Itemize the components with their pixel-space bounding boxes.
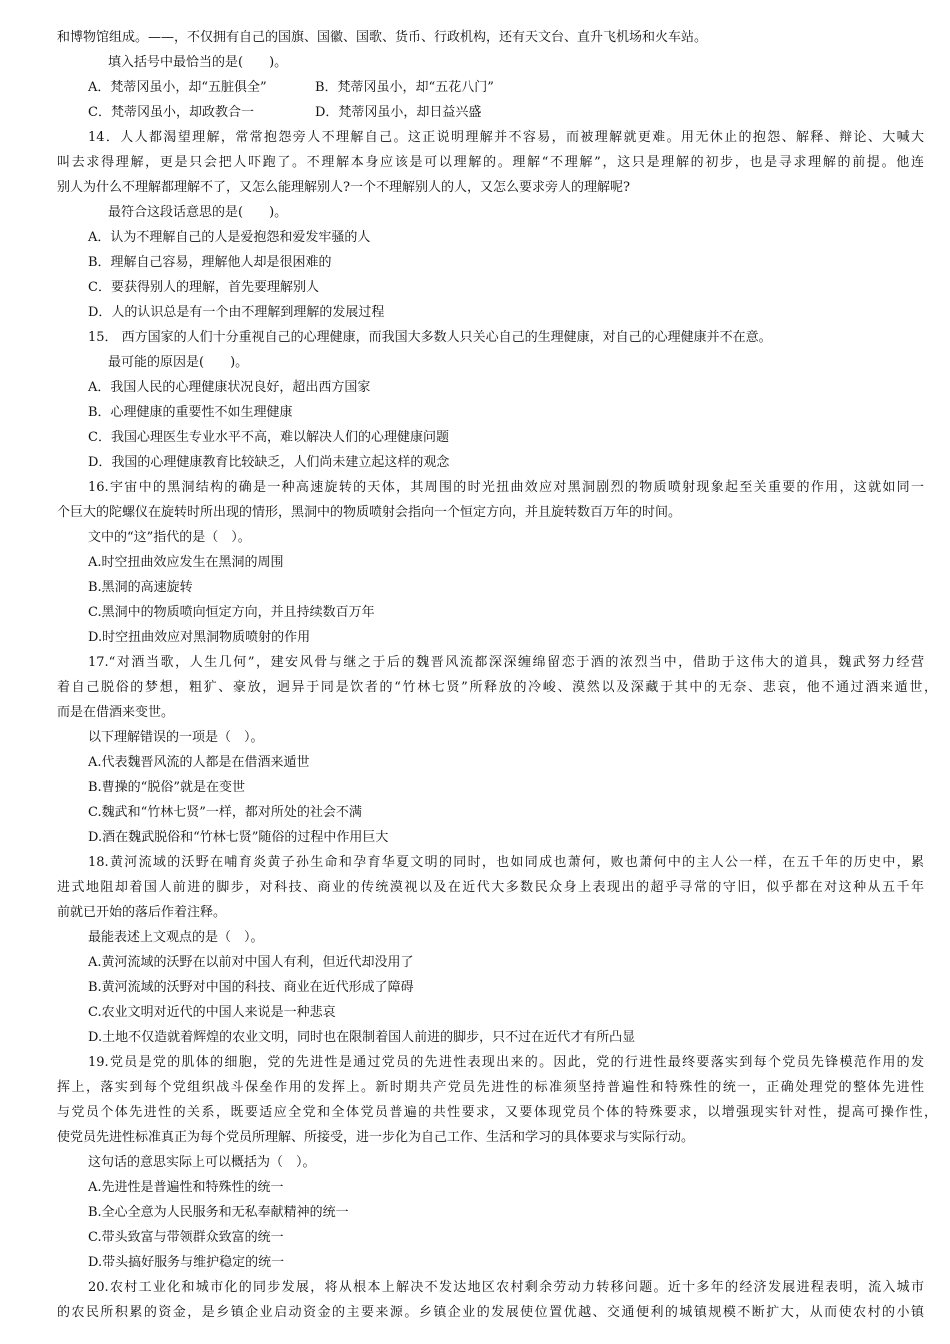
question-17-text: 17.“对酒当歌，人生几何”，建安风骨与继之于后的魏晋风流都深深缠绵留恋于酒的浓烈当中，借助于这伟大的道具，魏武努力经营 <box>88 655 924 670</box>
option-c: C．我国心理医生专业水平不高，难以解决人们的心理健康问题 <box>88 430 449 445</box>
option-b: B．理解自己容易，理解他人却是很困难的 <box>88 255 332 270</box>
option-d: D．人的认识总是有一个由不理解到理解的发展过程 <box>88 305 385 320</box>
option-c: C.农业文明对近代的中国人来说是一种悲哀 <box>88 1005 336 1020</box>
option-a: A.代表魏晋风流的人都是在借酒来遁世 <box>88 755 310 770</box>
text-line: 叫去求得理解，更是只会把人吓跑了。不理解本身应该是可以理解的。理解“不理解”，这只是理解的初步，也是寻求理解的前提。他连 <box>57 155 924 170</box>
text-line: 的农民所积累的资金，是乡镇企业启动资金的主要来源。乡镇企业的发展使位置优越、交通便利的城镇规模不断扩大，从而使农村的小镇 <box>57 1305 924 1320</box>
question-prompt: 这句话的意思实际上可以概括为（ ）。 <box>88 1155 316 1170</box>
question-prompt: 以下理解错误的一项是（ ）。 <box>88 730 264 745</box>
option-d: D.带头搞好服务与维护稳定的统一 <box>88 1255 285 1270</box>
option-c: C.带头致富与带领群众致富的统一 <box>88 1230 284 1245</box>
question-18-text: 18.黄河流域的沃野在哺育炎黄子孙生命和孕育华夏文明的同时，也如同成也萧何，败也萧何中的主人公一样，在五千年的历史中，累 <box>88 855 924 870</box>
text-line: 着自己脱俗的梦想，粗犷、豪放，迥异于同是饮者的“竹林七贤”所释放的冷峻、漠然以及深藏于其中的无奈、悲哀，他不通过酒来遁世， <box>57 680 937 695</box>
option-b: B．梵蒂冈虽小，却“五花八门” <box>315 80 494 95</box>
option-b: B.黄河流域的沃野对中国的科技、商业在近代形成了障碍 <box>88 980 414 995</box>
question-prompt: 文中的“这”指代的是（ ）。 <box>88 530 251 545</box>
option-c: C．梵蒂冈虽小，却政教合一 <box>88 105 254 120</box>
option-d: D.酒在魏武脱俗和“竹林七贤”随俗的过程中作用巨大 <box>88 830 389 845</box>
question-14-text: 14．人人都渴望理解，常常抱怨旁人不理解自己。这正说明理解并不容易，而被理解就更难。用无休止的抱怨、解释、辩论、大喊大 <box>88 130 924 145</box>
question-20-text: 20.农村工业化和城市化的同步发展，将从根本上解决不发达地区农村剩余劳动力转移问题。近十多年的经济发展进程表明，流入城市 <box>88 1280 924 1295</box>
option-a: A.先进性是普遍性和特殊性的统一 <box>88 1180 284 1195</box>
option-b: B.黑洞的高速旋转 <box>88 580 193 595</box>
option-b: B.曹操的“脱俗”就是在变世 <box>88 780 245 795</box>
option-c: C.魏武和“竹林七贤”一样，都对所处的社会不满 <box>88 805 362 820</box>
text-line: 个巨大的陀螺仪在旋转时所出现的情形，黑洞中的物质喷射会指向一个恒定方向，并且旋转数百万年的时间。 <box>57 505 682 520</box>
option-b: B．心理健康的重要性不如生理健康 <box>88 405 293 420</box>
text-line: 和博物馆组成。——，不仅拥有自己的国旗、国徽、国歌、货币、行政机构，还有天文台、直升飞机场和火车站。 <box>57 30 708 45</box>
option-c: C.黑洞中的物质喷向恒定方向，并且持续数百万年 <box>88 605 375 620</box>
question-prompt: 填入括号中最恰当的是( )。 <box>108 55 288 70</box>
option-d: D．梵蒂冈虽小，却日益兴盛 <box>315 105 482 120</box>
option-d: D．我国的心理健康教育比较缺乏，人们尚未建立起这样的观念 <box>88 455 450 470</box>
question-19-text: 19.党员是党的肌体的细胞，党的先进性是通过党员的先进性表现出来的。因此，党的行进性最终要落实到每个党员先锋模范作用的发 <box>88 1055 924 1070</box>
option-d: D.时空扭曲效应对黑洞物质喷射的作用 <box>88 630 311 645</box>
text-line: 进式地阻却着国人前进的脚步，对科技、商业的传统漠视以及在近代大多数民众身上表现出的超乎寻常的守旧，似乎都在对这种从五千年 <box>57 880 924 895</box>
question-prompt: 最可能的原因是( )。 <box>108 355 249 370</box>
text-line: 而是在借酒来变世。 <box>57 705 175 720</box>
text-line: 别人为什么不理解都理解不了，又怎么能理解别人?一个不理解别人的人，又怎么要求旁人的理解呢? <box>57 180 630 195</box>
text-line: 前就已开始的落后作着注释。 <box>57 905 227 920</box>
option-d: D.土地不仅造就着辉煌的农业文明，同时也在限制着国人前进的脚步，只不过在近代才有所凸显 <box>88 1030 636 1045</box>
text-line: 使党员先进性标准真正为每个党员所理解、所接受，进一步化为自己工作、生活和学习的具体要求与实际行动。 <box>57 1130 695 1145</box>
option-a: A.黄河流域的沃野在以前对中国人有利，但近代却没用了 <box>88 955 414 970</box>
text-line: 挥上，落实到每个党组织战斗保垒作用的发挥上。新时期共产党员先进性的标准须坚持普遍性和特殊性的统一，正确处理党的整体先进性 <box>57 1080 924 1095</box>
question-prompt: 最符合这段话意思的是( )。 <box>108 205 288 220</box>
option-a: A．梵蒂冈虽小，却“五脏俱全” <box>88 80 267 95</box>
text-line: 与党员个体先进性的关系，既要适应全党和全体党员普遍的共性要求，又要体现党员个体的特殊要求，以增强现实针对性，提高可操作性， <box>57 1105 937 1120</box>
question-15-text: 15． 西方国家的人们十分重视自己的心理健康，而我国大多数人只关心自己的生理健康，对自己的心理健康并不在意。 <box>88 330 772 345</box>
option-c: C．要获得别人的理解，首先要理解别人 <box>88 280 319 295</box>
option-a: A.时空扭曲效应发生在黑洞的周围 <box>88 555 284 570</box>
option-a: A．我国人民的心理健康状况良好，超出西方国家 <box>88 380 371 395</box>
question-16-text: 16.宇宙中的黑洞结构的确是一种高速旋转的天体，其周围的时光扭曲效应对黑洞剧烈的物质喷射现象起至关重要的作用，这就如同一 <box>88 480 924 495</box>
question-prompt: 最能表述上文观点的是（ ）。 <box>88 930 264 945</box>
option-b: B.全心全意为人民服务和无私奉献精神的统一 <box>88 1205 349 1220</box>
option-a: A．认为不理解自己的人是爱抱怨和爱发牢骚的人 <box>88 230 371 245</box>
